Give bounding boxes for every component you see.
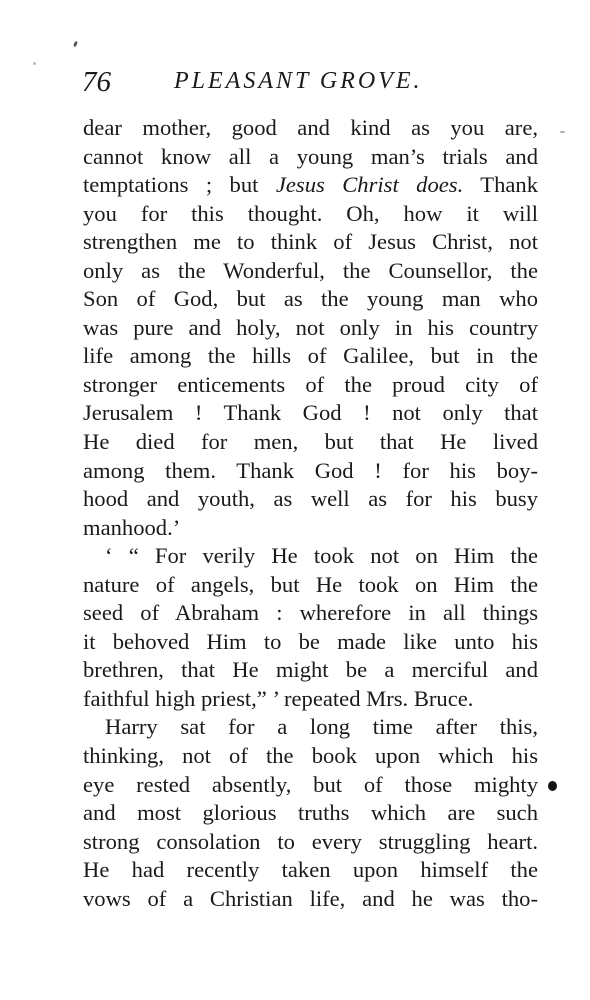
text-line: dear mother, good and kind as you are,: [83, 115, 538, 140]
text-line: it behoved Him to be made like unto his: [83, 628, 538, 654]
text-segment: temptations ; but: [83, 172, 259, 198]
text-line: stronger enticements of the proud city of: [83, 371, 538, 397]
ink-dot-mark: [548, 781, 557, 791]
text-line: was pure and holy, not only in his country: [83, 314, 538, 340]
text-line: nature of angels, but He took on Him the: [83, 571, 538, 597]
page-number: 76: [82, 66, 111, 98]
text-line: Jerusalem ! Thank God ! not only that: [83, 400, 538, 426]
text-line: hood and youth, as well as for his busy: [83, 486, 538, 512]
text-line: seed of Abraham : wherefore in all things: [83, 600, 538, 626]
ink-speck: [33, 62, 36, 65]
text-line: Harry sat for a long time after this,: [105, 714, 538, 740]
text-line: strong consolation to every struggling heart.: [83, 828, 538, 854]
text-line: He died for men, but that He lived: [83, 429, 538, 455]
running-header: [82, 66, 462, 106]
text-line: manhood.’: [83, 514, 181, 540]
text-line: ‘ “ For verily He took not on Him the: [105, 543, 538, 569]
text-line: cannot know all a young man’s trials and: [83, 143, 538, 169]
text-line: and most glorious truths which are such: [83, 800, 538, 826]
italic-phrase: Jesus Christ does.: [275, 172, 464, 198]
text-line: only as the Wonderful, the Counsellor, the: [83, 257, 538, 283]
running-title: PLEASANT GROVE.: [174, 68, 423, 94]
body-text: [83, 114, 538, 913]
ink-speck: [560, 131, 565, 133]
text-line: brethren, that He might be a merciful and: [83, 657, 538, 683]
text-line: strengthen me to think of Jesus Christ, not: [83, 229, 538, 255]
text-line: thinking, not of the book upon which his: [83, 743, 538, 769]
text-line: Son of God, but as the young man who: [83, 286, 538, 312]
text-line: vows of a Christian life, and he was tho-: [83, 885, 538, 911]
text-line: [83, 171, 538, 200]
text-line: faithful high priest,” ’ repeated Mrs. Bruce.: [83, 685, 474, 711]
text-line: you for this thought. Oh, how it will: [83, 200, 538, 226]
text-line: life among the hills of Galilee, but in the: [83, 343, 538, 369]
text-line: He had recently taken upon himself the: [83, 857, 538, 883]
ink-speck: [73, 41, 78, 48]
text-line: among them. Thank God ! for his boy-: [83, 457, 538, 483]
text-line: eye rested absently, but of those mighty: [83, 771, 538, 797]
text-segment: Thank: [480, 172, 539, 198]
